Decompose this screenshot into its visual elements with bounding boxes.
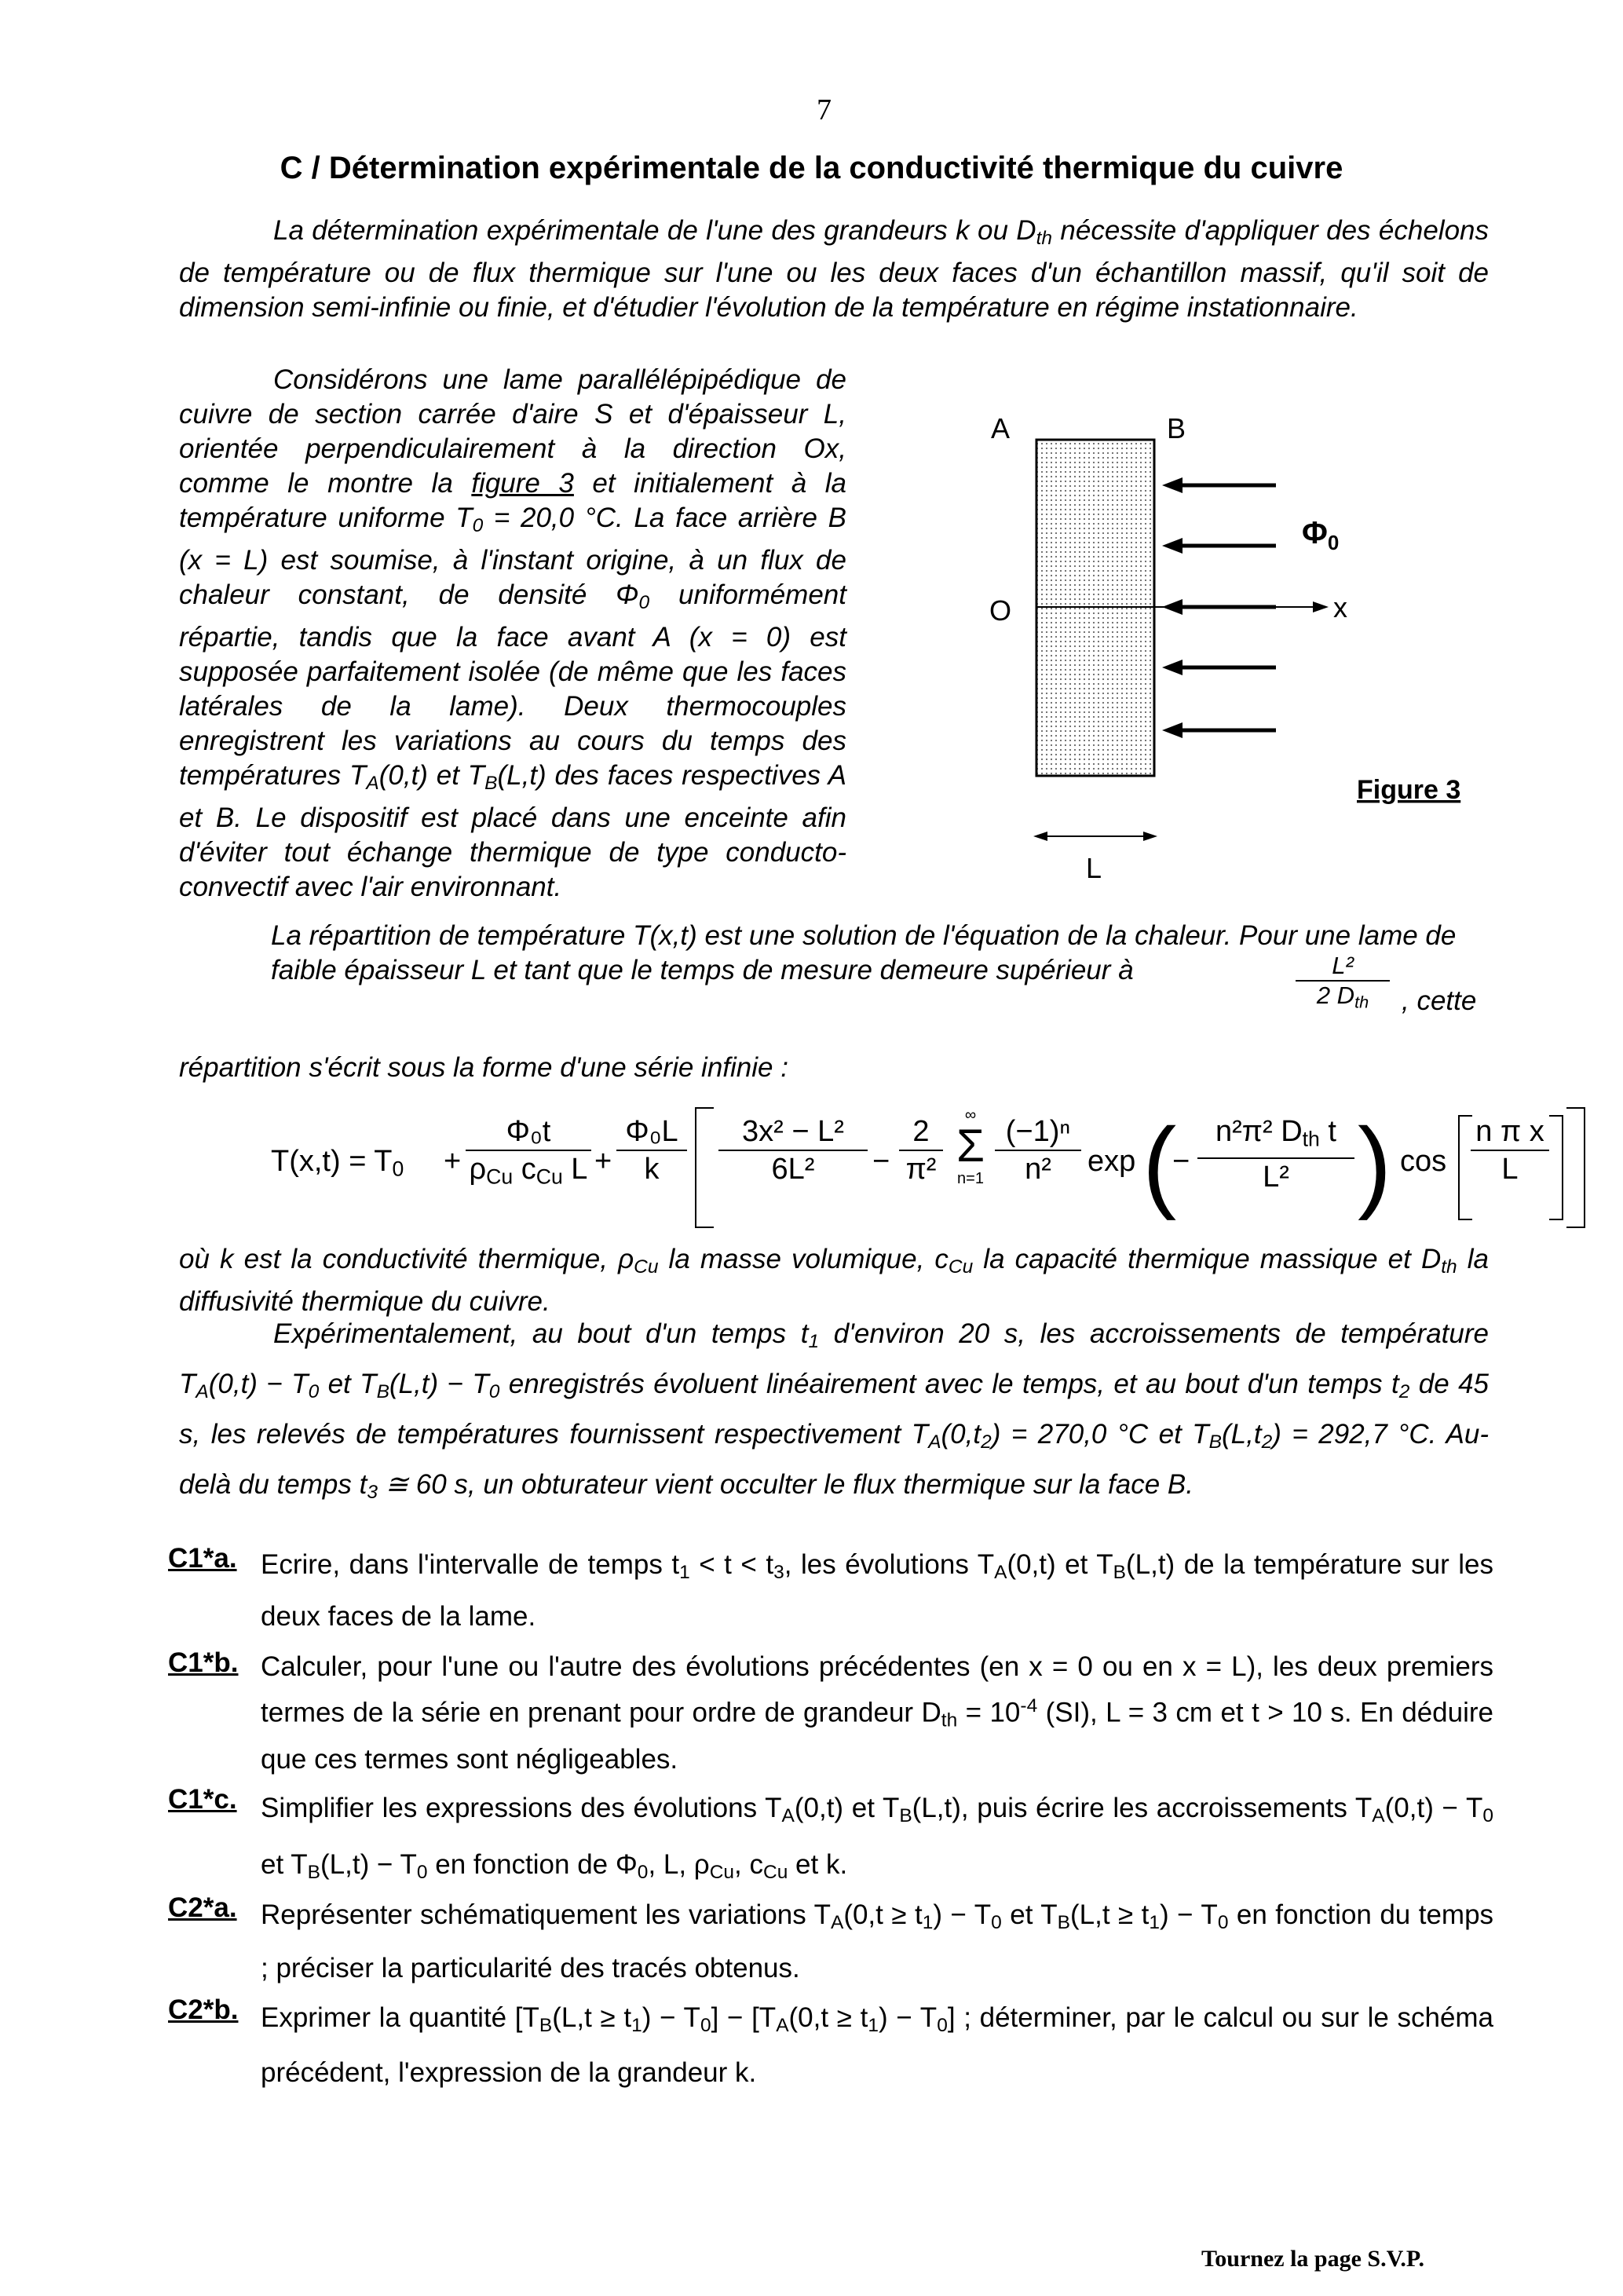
label-x: x — [1333, 591, 1347, 623]
section-title: C / Détermination expérimentale de la conductivité thermique du cuivre — [280, 151, 1343, 185]
eq-paren-left: ( — [1142, 1106, 1177, 1221]
threshold-fraction: L² 2 $D_{th}$ — [1296, 952, 1390, 1016]
para2-line3: répartition s'écrit sous la forme d'une série infinie : — [179, 1052, 788, 1083]
eq-bracket-term: 3x² − L² 6L² — [718, 1113, 868, 1187]
figure-3 — [974, 408, 1508, 895]
flux-arrows — [1162, 477, 1276, 738]
eq-term2: Φ₀L k — [616, 1113, 687, 1187]
page-number: 7 — [817, 93, 832, 126]
para2-cette: , cette — [1402, 985, 1477, 1016]
figure-caption: Figure 3 — [1357, 775, 1461, 805]
question-label: C2*a. — [168, 1892, 237, 1923]
question-label: C1*a. — [168, 1543, 237, 1574]
intro-paragraph: La détermination expérimentale de l'une des grandeurs k ou $D_{th}$ nécessite d'appliquer des échelons de température ou de flux thermique sur l'une ou les deux faces d'un échantillon massif, qu'il soit de dimension semi-infinie ou finie, et d'étudier l'évolution de la température en régime instationnaire. — [179, 215, 1490, 324]
question-label: C1*b. — [168, 1647, 239, 1678]
label-L: L — [1086, 852, 1102, 884]
temperature-series-equation — [271, 1106, 1544, 1233]
label-B: B — [1167, 412, 1186, 444]
question-label: C2*b. — [168, 1994, 239, 2025]
eq-big-bracket-right — [1566, 1107, 1585, 1228]
para2-line1: La répartition de température T(x,t) est une solution de l'équation de la chaleur. Pour une lame de faible épaisseur L et tant que le temps de mesure demeure supérieur à — [271, 920, 1457, 985]
setup-paragraph: Considérons une lame parallélépipédique de cuivre de section carrée d'aire S et d'épaisseur L, orientée perpendiculairement à la direction Ox, comme le montre la figure 3 et initialement à la température uniforme $T_0 = 20,0$ °C. La face arrière B (x = L) est soumise, à l'instant origine, à un flux de chaleur constant, de densité $\Phi_0$ uniformément répartie, tandis que la face avant A (x = 0) est supposée parfaitement isolée (de même que les faces latérales de la lame). Deux thermocouples enregistrent les variations au cours du temps des températures $T_A(0,t)$ et $T_B(L,t)$ des faces respectives A et B. Le dispositif est placé dans une enceinte afin d'éviter tout échange thermique de type conducto-convectif avec l'air environnant. — [179, 364, 847, 903]
eq-cos-bracket-right — [1549, 1115, 1563, 1220]
eq-big-bracket-left — [695, 1107, 714, 1228]
footer-turn-page: Tournez la page S.V.P. — [1201, 2246, 1424, 2272]
label-O: O — [989, 594, 1012, 627]
experiment-paragraph: Expérimentalement, au bout d'un temps $t_1$ d'environ 20 s, les accroissements de température $T_A(0,t) - T_0$ et $T_B(L,t) - T_0$ enregistrés évoluent linéairement avec le temps, et au bout d'un temps $t_2$ de 45 s, les relevés de températures fournissent respectivement $T_A(0,t_2) = 270,0$ °C et $T_B(L,t_2) = 292,7$ °C. Au-delà du temps $t_3$ ≅ 60 s, un obturateur vient occulter le flux thermique sur la face B. — [179, 1318, 1489, 1504]
phi-label: $\Phi_0$ — [1302, 516, 1340, 554]
symbols-paragraph: où k est la conductivité thermique, $\rho_{Cu}$ la masse volumique, $c_{Cu}$ la capacité thermique massique et $D_{th}$ la diffusivité thermique du cuivre. — [179, 1244, 1489, 1318]
eq-term1: Φ₀t $\rho_{Cu}$ $c_{Cu}$ L — [466, 1113, 591, 1195]
eq-exp: exp — [1087, 1145, 1136, 1178]
eq-minus: − — [872, 1145, 890, 1178]
eq-sign-term: (−1)ⁿ n² — [995, 1113, 1081, 1187]
eq-cos: cos — [1400, 1145, 1447, 1178]
figure-reference-link[interactable]: figure 3 — [471, 468, 574, 499]
eq-cos-arg: n π x L — [1471, 1113, 1549, 1187]
eq-plus-1: + — [444, 1145, 462, 1178]
eq-exp-arg: n²π² $D_{th}$ t L² — [1197, 1113, 1354, 1195]
question-label: C1*c. — [168, 1784, 237, 1815]
label-A: A — [991, 412, 1011, 444]
eq-two-over-pi2: 2 π² — [899, 1113, 943, 1187]
eq-plus-2: + — [594, 1145, 612, 1178]
eq-lhs: $T(x,t) = T_0$ — [271, 1145, 404, 1181]
eq-paren-right: ) — [1358, 1106, 1392, 1221]
eq-exp-minus: − — [1172, 1145, 1190, 1178]
eq-sum: ∞ Σ n=1 — [956, 1106, 985, 1187]
